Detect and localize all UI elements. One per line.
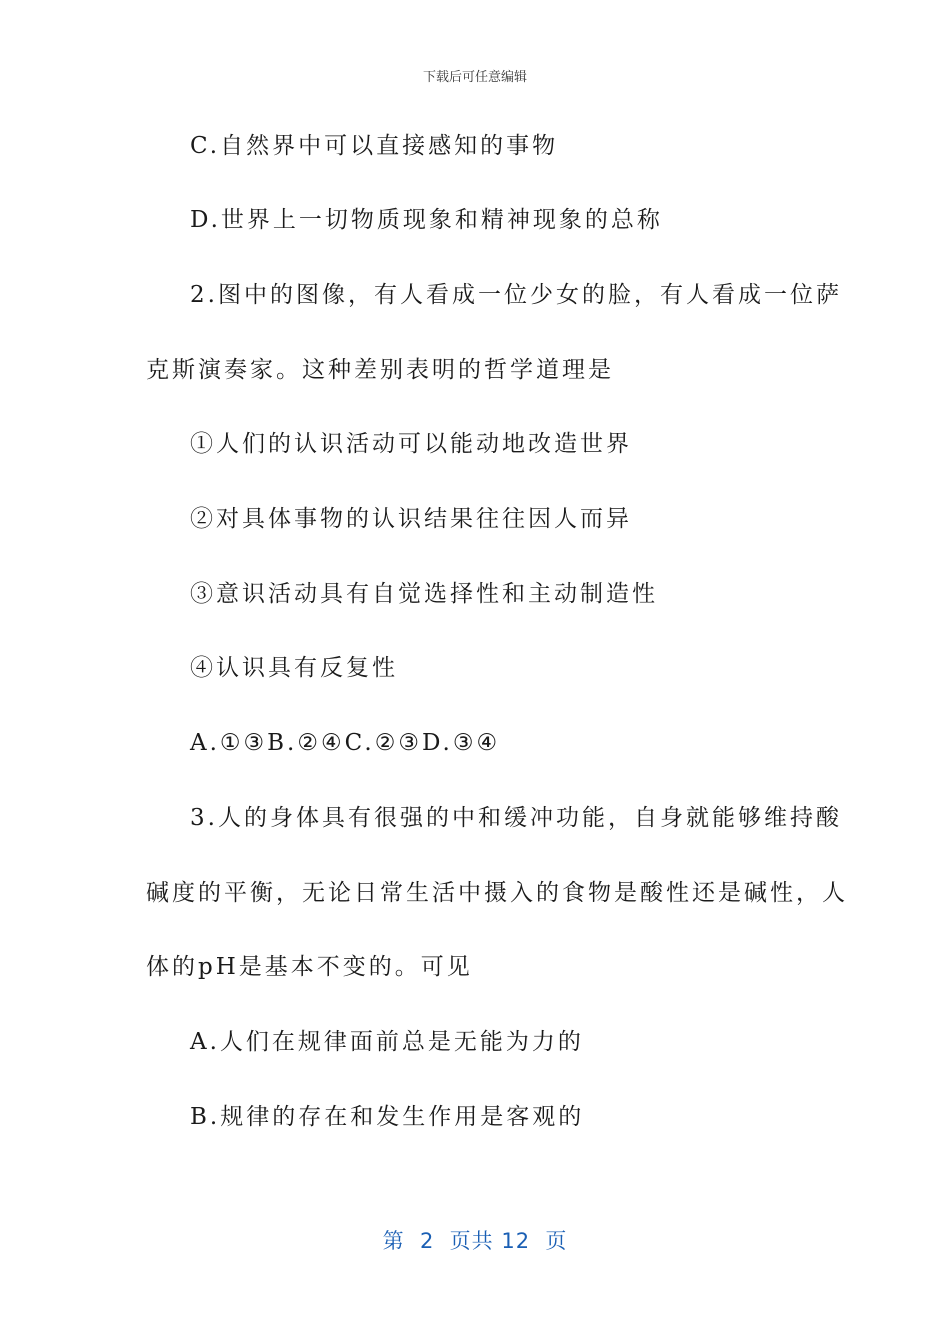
statement-1-line: ①人们的认识活动可以能动地改造世界 xyxy=(190,431,632,457)
page-number-footer: 第 2 页共 12 页 xyxy=(382,1229,568,1253)
answer-options-line: A.①③B.②④C.②③D.③④ xyxy=(190,730,501,756)
page-header: 下载后可任意编辑 xyxy=(422,70,527,85)
statement-2-line: ②对具体事物的认识结果往往因人而异 xyxy=(190,506,632,532)
option-d-line: D.世界上一切物质现象和精神现象的总称 xyxy=(190,207,663,233)
question-2-line-2: 克斯演奏家。这种差别表明的哲学道理是 xyxy=(146,357,614,383)
question-3-line-2: 碱度的平衡，无论日常生活中摄入的食物是酸性还是碱性，人 xyxy=(146,880,848,906)
option-c-line: C.自然界中可以直接感知的事物 xyxy=(190,133,559,159)
question-3-line-3: 体的pH是基本不变的。可见 xyxy=(146,954,473,980)
option-a-line: A.人们在规律面前总是无能为力的 xyxy=(190,1029,584,1055)
statement-4-line: ④认识具有反复性 xyxy=(190,655,398,681)
option-b-line: B.规律的存在和发生作用是客观的 xyxy=(190,1104,585,1130)
statement-3-line: ③意识活动具有自觉选择性和主动制造性 xyxy=(190,581,658,607)
question-3-line-1: 3.人的身体具有很强的中和缓冲功能，自身就能够维持酸 xyxy=(190,805,842,831)
question-2-line-1: 2.图中的图像，有人看成一位少女的脸，有人看成一位萨 xyxy=(190,282,842,308)
